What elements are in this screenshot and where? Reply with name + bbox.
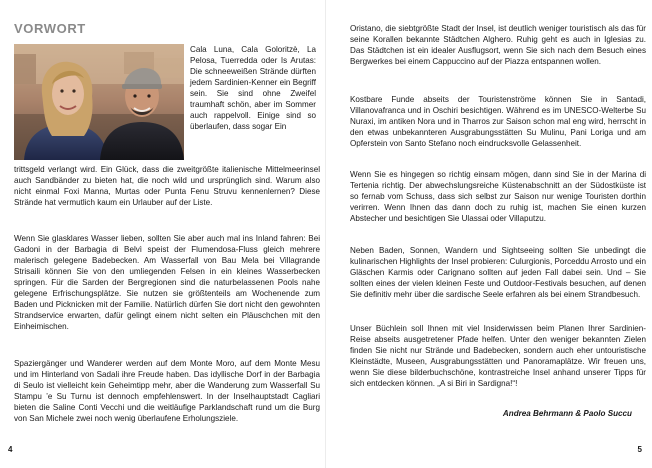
author-photo-image [14, 44, 184, 160]
paragraph-tertenia: Wenn Sie es hingegen so richtig einsam mögen, dann sind Sie in der Marina di Tertenia richtig. Der abwechslungsreiche Küstenabschnitt an der Südostküste ist so fernab vom Schuss, dass sich selbst zur Saison nur wenige Touristen dorthin verirren. Wenn Ihnen das dann doch zu ruhig ist, machen Sie einen kurzen Abstecher und besichtigen Sie Ulassai oder Villaputzu. [350, 170, 646, 223]
author-signature: Andrea Behrmann & Paolo Succu [502, 409, 632, 418]
paragraph-oristano: Oristano, die siebtgrößte Stadt der Insel, ist deutlich weniger touristisch als das für seine Korallen bekannte Städtchen Alghero. Ruhig geht es auch in Iglesias zu. Das Städtchen ist ein idealer Ausflugsort, wenn Sie sich nach dem Besuch eines Bergwerkes bei einem Cappuccino auf der Piazza entspannen wollen. [350, 24, 646, 66]
page-heading: VORWORT [14, 21, 86, 36]
author-photo [14, 44, 184, 160]
page-number-left: 4 [8, 445, 13, 454]
paragraph-culinary: Neben Baden, Sonnen, Wandern und Sightseeing sollten Sie unbedingt die kulinarischen Highlights der Insel probieren: Culurgionis, Porceddu Arrosto und ein Gläschen Karmis oder Carignano sollten auf jeden Fall dabei sein. Und – Sie sollten eines der vielen kleinen Feste und Outdoor-Festivals besuchen, auf denen Sie definitiv mehr über die sardische Seele erfahren als bei einem Strandbesuch. [350, 246, 646, 299]
paragraph-hiking: Spaziergänger und Wanderer werden auf dem Monte Moro, auf dem Monte Mesu und im Hinterland von Sadali ihre Freude haben. Das idyllische Dorf in der Barbagia di Seulo ist vielleicht kein Geheimtipp mehr, aber die Wanderung zum Wasserfall Su Stampu ’e Su Turnu ist dennoch empfehlenswert. In der Inselhauptstadt Cagliari bieten die Saline Conti Vecchi und die weitläufige Parklandschaft rund um die Burg von San Michele zwei noch wenig überlaufene Erholungsziele. [14, 359, 320, 423]
page-number-right: 5 [637, 445, 642, 454]
intro-text-continued: trittsgeld verlangt wird. Ein Glück, dass die zweitgrößte italienische Mittelmeerinsel auch Sandbänder zu bieten hat, die noch wild und ursprünglich sind. Warum also nicht einmal Foxi Manna, Murtas oder Punta Fenu Struvu kennenlernen? Diese Strände hat vermutlich kaum ein Urlauber auf der Liste. [14, 165, 320, 207]
paragraph-archaeology: Kostbare Funde abseits der Touristenströme können Sie in Santadi, Villanovafranca und in Oschiri besichtigen. Während es im UNESCO-Welterbe Su Nuraxi, im antiken Nora und in Tharros zur Saison schon mal eng wird, herrscht in den etwas unbekannteren Ausgrabungsstätten Su Mulinu, Pani Loriga und am Opferstein von Santo Stefano noch eindrucksvolle Gelassenheit. [350, 95, 646, 148]
paragraph-inland-pools: Wenn Sie glasklares Wasser lieben, sollten Sie aber auch mal ins Inland fahren: Bei Gadoni in der Barbagia di Belvì speist der Flumendosa-Fluss gleich mehrere malerisch gelegene Badebecken. Am Wasserfall von Bau Mela bei Villagrande Strisaili können Sie von den umliegenden Felsen in ein kleines Wasserbecken springen. Für die Sarden der Bergregionen sind die naturbelassenen Pools nahe gelegene Erfrischungsplätze. Sie nutzen sie größtenteils am Wochenende zum Baden und Picknicken mit der Familie. Natürlich dürfen Sie dort nicht den gewohnten Strandservice erwarten, dafür gelingt einem nicht selten ein Pläuschchen mit den Einheimischen. [14, 234, 320, 331]
paragraph-closing: Unser Büchlein soll Ihnen mit viel Insiderwissen beim Planen Ihrer Sardinien-Reise abseits ausgetretener Pfade helfen. Unter den weniger bekannten Zielen finden Sie nicht nur Strände und Badebecken, sondern auch eher untouristische Kleinstädte, Museen, Ausgrabungsstätten und Panoramaplätze. Wir freuen uns, wenn Sie diese bilderbuchschöne, kontrastreiche Insel anhand unserer Tipps für sich entdecken können. „A si Biri in Sardigna!“! [350, 324, 646, 388]
intro-text-beside-photo: Cala Luna, Cala Goloritzè, La Pelosa, Tuerredda oder Is Arutas: Die schneeweißen Strände dürften jedem Sardinien-Kenner ein Begriff sein. Sie sind ohne Zweifel traumhaft schön, aber im Sommer auch rappelvoll. Einige sind so überlaufen, dass sogar Ein [190, 45, 316, 131]
right-page [326, 0, 652, 468]
